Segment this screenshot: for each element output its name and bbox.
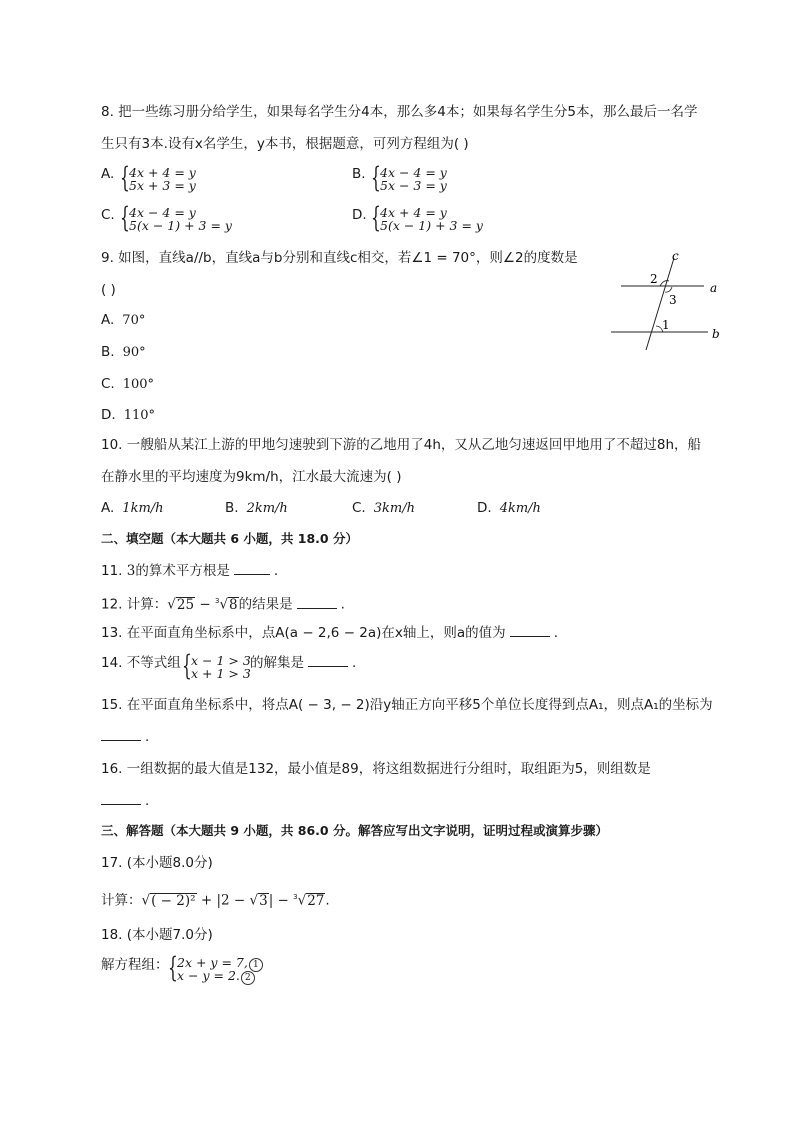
q9-option-b: B. 90° — [101, 344, 146, 360]
label-c: c — [672, 249, 679, 263]
q11-line: 11. 3的算术平方根是 . — [101, 563, 279, 579]
q15-line1: 15. 在平面直角坐标系中，将点A( − 3, − 2)沿y轴正方向平移5个单位长度得到点A₁，则点A₁的坐标为 — [101, 697, 713, 713]
section-3-title: 三、解答题（本大题共 9 小题，共 86.0 分。解答应写出文字说明，证明过程或演算步骤） — [101, 823, 608, 838]
label-a: a — [710, 281, 718, 295]
q14-tail: 的解集是 . — [250, 655, 357, 671]
q18-lead: 解方程组： — [101, 957, 169, 973]
q10-option-a: A. 1km/h — [101, 500, 164, 516]
exam-page: 8. 把一些练习册分给学生，如果每名学生分4本，那么多4本；如果每名学生分5本，那么最后一名学 生只有3本.设有x名学生，y本书，根据题意，可列方程组为( ) A. { 4x + 4 = y 5x + 3 = y B. { 4x − 4 = y 5x − 3 = y C. { 4x − 4 = y 5(x − 1) + 3 = y D. { 4x + 4 = y 5(x − 1) + 3 = y 9. 如图，直线a//b，直线a与b分别和直线c相交，若∠1 = 70°，则∠2的度数是 ( ) A. 70° B. 90° C. 100° D. 110° c 2 3 a 1 b 10. 一艘船从某江上游的甲地匀速驶到下游的乙地用了4h，又从乙地匀速返回甲地用了不超过8h，船 在静水里的平均速度为9km/h，江水最大流速为( ) A. 1km/h B. 2km/h C. 3km/h D. 4km/h 二、填空题（本大题共 6 小题，共 18.0 分） 11. 3的算术平方根是 . 12. 计算：√25 − $^3$√8的结果是 . 13. 在平面直角坐标系中，点A(a − 2,6 − 2a)在x轴上，则a的值为 . 14. 不等式组 { x − 1 > 3 x + 1 > 3 的解集是 . 15. 在平面直角坐标系中，将点A( − 3, − 2)沿y轴正方向平移5个单位长度得到点A₁，则点A₁的坐标为 . 16. 一组数据的最大值是132，最小值是89，将这组数据进行分组时，取组距为5，则组数是 . 三、解答题（本大题共 9 小题，共 86.0 分。解答应写出文字说明，证明过程或演算步骤） 17. (本小题8.0分) 计算：√( − 2)² + |2 − √3| − $^3$√27. 18. (本小题7.0分) 解方程组： { 2x + y = 7, 1 x − y = 2. 2 — [0, 0, 794, 1123]
q8-option-c-label: C. — [101, 207, 115, 223]
q9-line2: ( ) — [101, 282, 116, 298]
q8-line1: 8. 把一些练习册分给学生，如果每名学生分4本，那么多4本；如果每名学生分5本，那么最后一名学 — [101, 104, 698, 120]
answer-blank[interactable] — [101, 792, 141, 805]
q10-line2: 在静水里的平均速度为9km/h，江水最大流速为( ) — [101, 469, 402, 485]
q10-option-c: C. 3km/h — [352, 500, 415, 516]
answer-blank[interactable] — [297, 596, 337, 609]
q9-line1: 9. 如图，直线a//b，直线a与b分别和直线c相交，若∠1 = 70°，则∠2的度数是 — [101, 250, 578, 266]
q10-line1: 10. 一艘船从某江上游的甲地匀速驶到下游的乙地用了4h，又从乙地匀速返回甲地用了不超过8h，船 — [101, 437, 702, 453]
answer-blank[interactable] — [101, 728, 141, 741]
q15-line2: . — [101, 728, 149, 746]
q13-line: 13. 在平面直角坐标系中，点A(a − 2,6 − 2a)在x轴上，则a的值为 . — [101, 625, 558, 641]
circled-1: 1 — [249, 958, 263, 972]
q9-figure — [606, 246, 726, 356]
q17-head: 17. (本小题8.0分) — [101, 855, 213, 871]
q12-line: 12. 计算：√25 − $^3$√8的结果是 . — [101, 596, 345, 613]
label-b: b — [712, 327, 720, 341]
q9-option-d: D. 110° — [101, 407, 156, 423]
q9-option-c: C. 100° — [101, 376, 155, 392]
q18-head: 18. (本小题7.0分) — [101, 927, 213, 943]
answer-blank[interactable] — [510, 624, 550, 637]
label-3: 3 — [669, 293, 677, 307]
circled-2: 2 — [241, 971, 255, 985]
q16-line2: . — [101, 792, 149, 810]
answer-blank[interactable] — [234, 562, 270, 575]
section-2-title: 二、填空题（本大题共 6 小题，共 18.0 分） — [101, 531, 358, 546]
q8-option-a-label: A. — [101, 166, 115, 182]
q8-option-d-label: D. — [352, 207, 367, 223]
label-2: 2 — [650, 272, 658, 286]
q8-line2: 生只有3本.设有x名学生，y本书，根据题意，可列方程组为( ) — [101, 136, 469, 152]
q9-option-a: A. 70° — [101, 312, 146, 328]
q10-option-d: D. 4km/h — [477, 500, 541, 516]
q14-lead: 14. 不等式组 — [101, 655, 181, 671]
q8-option-b-label: B. — [352, 166, 366, 182]
angle-2-arc — [660, 281, 669, 286]
label-1: 1 — [662, 318, 670, 332]
q10-option-b: B. 2km/h — [225, 500, 288, 516]
q17-expression: 计算：√( − 2)² + |2 − √3| − $^3$√27. — [101, 892, 330, 909]
answer-blank[interactable] — [308, 654, 348, 667]
angle-3-arc — [665, 287, 672, 292]
q16-line1: 16. 一组数据的最大值是132，最小值是89，将这组数据进行分组时，取组距为5，则组数是 — [101, 761, 651, 777]
